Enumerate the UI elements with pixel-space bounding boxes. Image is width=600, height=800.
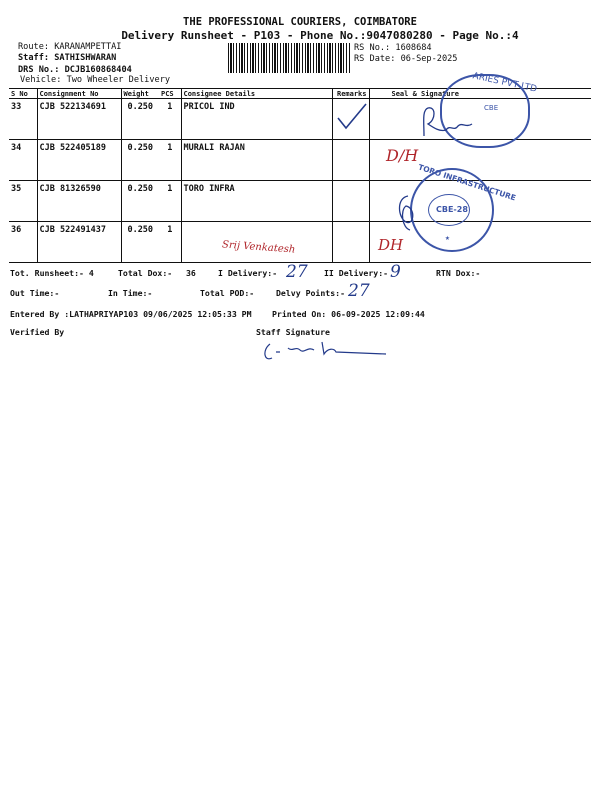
out-time-label: Out Time:- <box>10 288 60 298</box>
delvy-points-value: 27 <box>348 281 370 301</box>
cell-sno: 34 <box>9 140 37 181</box>
cell-remarks <box>332 181 369 222</box>
staff-signature-label: Staff Signature <box>256 327 330 337</box>
cell-pcs: 1 <box>159 222 181 263</box>
total-dox-label: Total Dox:- <box>118 268 173 278</box>
cell-weight: 0.250 <box>121 181 159 222</box>
col-weight: Weight <box>121 89 159 99</box>
row36-name-handwriting: Srij Venkatesh <box>221 239 296 256</box>
cell-weight: 0.250 <box>121 99 159 140</box>
row34-dh-mark: D/H <box>386 146 419 165</box>
i-delivery-label: I Delivery:- <box>218 268 278 278</box>
cell-consignee: MURALI RAJAN <box>181 140 332 181</box>
cell-sno: 35 <box>9 181 37 222</box>
printed-on: Printed On: 06-09-2025 12:09:44 <box>272 309 425 319</box>
drs-number: DRS No.: DCJB160868404 <box>18 65 132 75</box>
in-time-label: In Time:- <box>108 288 153 298</box>
delvy-points-label: Delvy Points:- <box>276 288 346 298</box>
cell-sno: 33 <box>9 99 37 140</box>
col-consignee: Consignee Details <box>181 89 332 99</box>
stamp-toro-text: TORO INFRASTRUCTURE <box>417 162 517 203</box>
cell-pcs: 1 <box>159 181 181 222</box>
rtn-dox-label: RTN Dox:- <box>436 268 481 278</box>
vehicle-label: Vehicle: Two Wheeler Delivery <box>20 75 171 85</box>
cell-weight: 0.250 <box>121 140 159 181</box>
rs-number: RS No.: 1608684 <box>354 43 432 53</box>
cell-consignee: PRICOL IND <box>181 99 332 140</box>
company-title: THE PROFESSIONAL COURIERS, COIMBATORE <box>183 16 417 28</box>
cell-weight: 0.250 <box>121 222 159 263</box>
stamp-aries-short: CBE <box>484 104 499 112</box>
cell-remarks <box>332 140 369 181</box>
signature-row35 <box>392 190 422 234</box>
col-sno: S No <box>9 89 37 99</box>
verified-by-label: Verified By <box>10 327 65 337</box>
cell-pcs: 1 <box>159 99 181 140</box>
stamp-toro-center: CBE-28 <box>436 205 468 214</box>
cell-remarks <box>332 222 369 263</box>
runsheet-subtitle: Delivery Runsheet - P103 - Phone No.:9047080280 - Page No.:4 <box>121 29 519 42</box>
table-row <box>9 181 591 222</box>
barcode <box>228 43 350 73</box>
cell-sno: 36 <box>9 222 37 263</box>
col-remarks: Remarks <box>332 89 369 99</box>
tick-mark-icon <box>334 100 370 134</box>
cell-consignment: CJB 522491437 <box>37 222 121 263</box>
cell-consignment: CJB 81326590 <box>37 181 121 222</box>
ii-delivery-value: 9 <box>390 262 401 282</box>
entered-by: Entered By :LATHAPRIYAP103 09/06/2025 12:05:33 PM <box>10 309 252 319</box>
table-row <box>9 222 591 263</box>
row36-dh-mark: DH <box>378 236 404 254</box>
total-dox-value: 36 <box>186 268 196 278</box>
col-seal-signature: Seal & Signature <box>369 89 591 99</box>
ii-delivery-label: II Delivery:- <box>324 268 389 278</box>
signature-row33 <box>418 102 478 142</box>
total-pod-label: Total POD:- <box>200 288 255 298</box>
stamp-aries-text: ARIES PVT LTD <box>471 71 538 95</box>
col-consignment: Consignment No <box>37 89 121 99</box>
rs-date: RS Date: 06-Sep-2025 <box>354 54 458 64</box>
cell-pcs: 1 <box>159 140 181 181</box>
cell-consignment: CJB 522134691 <box>37 99 121 140</box>
tot-runsheet: Tot. Runsheet:- 4 <box>10 268 94 278</box>
staff-label: Staff: SATHISHWARAN <box>18 53 117 63</box>
cell-consignee: TORO INFRA <box>181 181 332 222</box>
i-delivery-value: 27 <box>286 262 308 282</box>
col-pcs: PCS <box>159 89 181 99</box>
route-label: Route: KARANAMPETTAI <box>18 42 122 52</box>
stamp-star-icon: ★ <box>445 233 450 242</box>
staff-signature-scribble <box>258 336 392 366</box>
cell-consignment: CJB 522405189 <box>37 140 121 181</box>
